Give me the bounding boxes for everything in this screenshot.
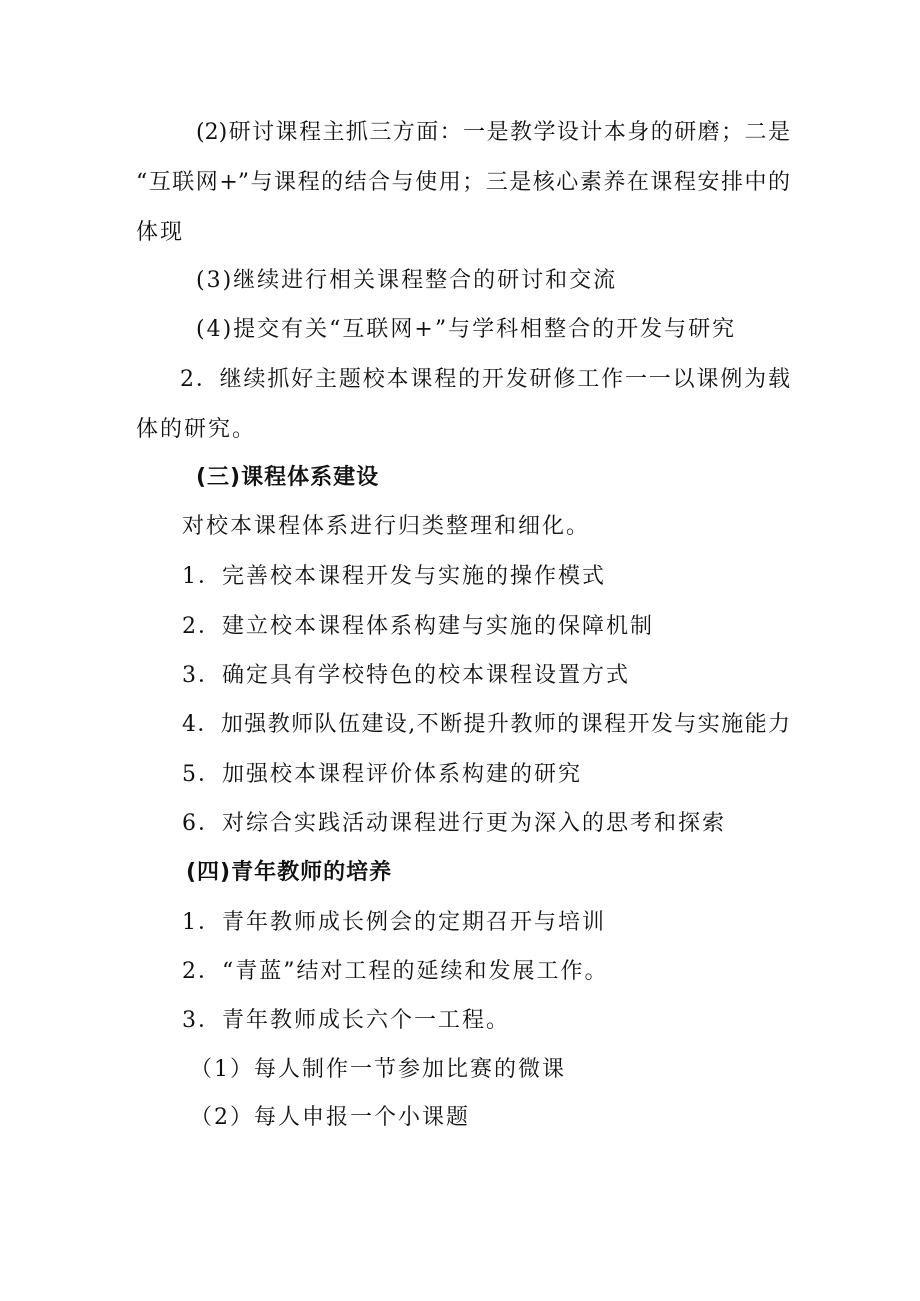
paragraph-line: 体的研究。 (136, 417, 257, 442)
paragraph-line: 2．继续抓好主题校本课程的开发研修工作一一以课例为载 (180, 367, 790, 392)
list-item: 1．青年教师成长例会的定期召开与培训 (182, 910, 606, 935)
list-item: 6．对综合实践活动课程进行更为深入的思考和探索 (182, 811, 726, 836)
sub-list-item: （1）每人制作一节参加比赛的微课 (190, 1057, 566, 1082)
list-item: 3．青年教师成长六个一工程。 (182, 1008, 510, 1033)
list-item: 2．建立校本课程体系构建与实施的保障机制 (182, 614, 654, 639)
section-heading: (三)课程体系建设 (196, 465, 380, 490)
paragraph-line: “互联网+”与课程的结合与使用；三是核心素养在课程安排中的 (136, 170, 790, 195)
paragraph-line: (2)研讨课程主抓三方面：一是教学设计本身的研磨；二是 (196, 120, 790, 145)
list-item: 1．完善校本课程开发与实施的操作模式 (182, 564, 606, 589)
paragraph-line: (4)提交有关“互联网+”与学科相整合的开发与研究 (196, 317, 737, 342)
list-item: 3．确定具有学校特色的校本课程设置方式 (182, 663, 630, 688)
sub-list-item: （2）每人申报一个小课题 (190, 1105, 470, 1130)
list-item: 2．“青蓝”结对工程的延续和发展工作。 (182, 959, 609, 984)
paragraph-line: 体现 (136, 220, 185, 245)
paragraph-line: (3)继续进行相关课程整合的研讨和交流 (196, 268, 618, 293)
section-heading: (四)青年教师的培养 (186, 860, 393, 885)
section-intro: 对校本课程体系进行归类整理和细化。 (182, 514, 591, 539)
list-item: 5．加强校本课程评价体系构建的研究 (182, 762, 582, 787)
list-item: 4．加强教师队伍建设,不断提升教师的课程开发与实施能力 (182, 712, 790, 737)
